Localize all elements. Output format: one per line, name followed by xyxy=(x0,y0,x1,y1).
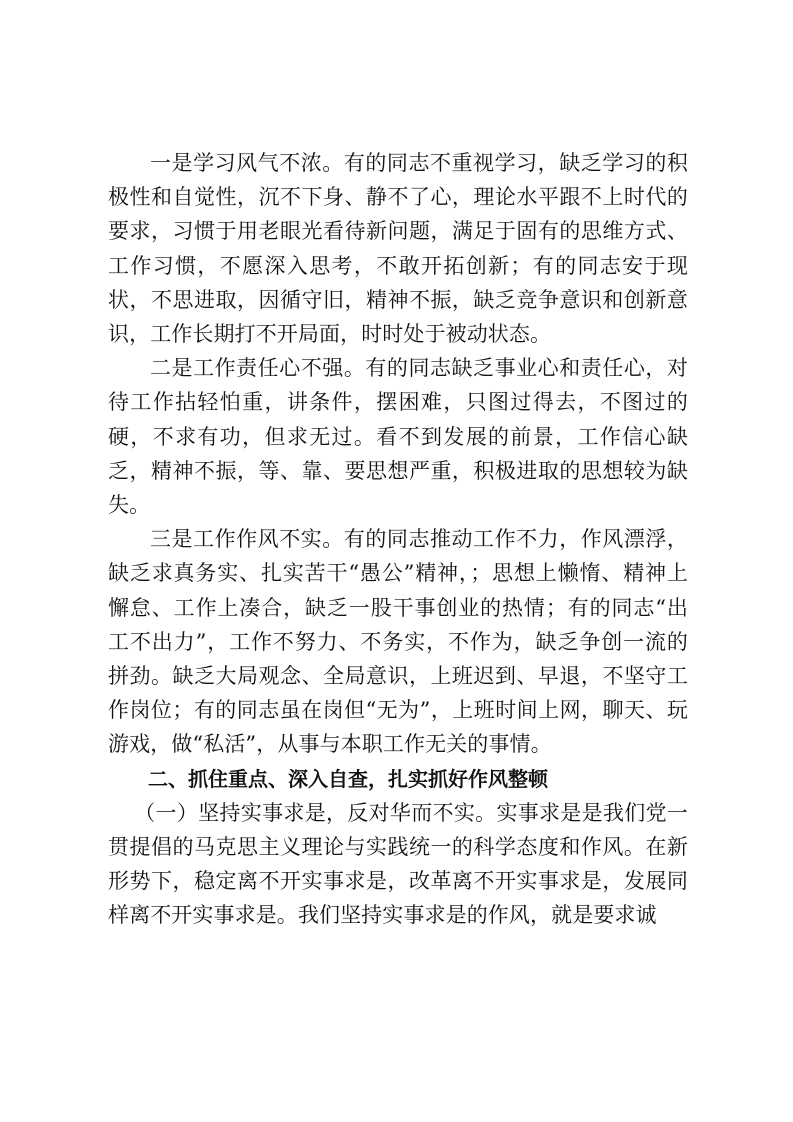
paragraph-work-style: 三是工作作风不实。有的同志推动工作不力，作风漂浮，缺乏求真务实、扎实苦干“愚公”精神，；思想上懒惰、精神上懈怠、工作上凑合，缺乏一股干事创业的热情；有的同志“出工不出力”，工作不努力、不务实，不作为，缺乏争创一流的拼劲。缺乏大局观念、全局意识，上班迟到、早退，不坚守工作岗位；有的同志虽在岗但“无为”，上班时间上网，聊天、玩游戏，做“私活”，从事与本职工作无关的事情。 xyxy=(108,527,688,757)
paragraph-seek-truth: （一）坚持实事求是，反对华而不实。实事求是是我们党一贯提倡的马克思主义理论与实践统一的科学态度和作风。在新形势下，稳定离不开实事求是，改革离不开实事求是，发展同样离不开实事求是。我们坚持实事求是的作风，就是要求诚 xyxy=(108,800,688,928)
paragraph-work-responsibility: 二是工作责任心不强。有的同志缺乏事业心和责任心，对待工作拈轻怕重，讲条件，摆困难，只图过得去，不图过的硬，不求有功，但求无过。看不到发展的前景，工作信心缺乏，精神不振，等、靠、要思想严重，积极进取的思想较为缺失。 xyxy=(108,356,688,518)
document-body xyxy=(108,146,688,933)
paragraph-study-atmosphere: 一是学习风气不浓。有的同志不重视学习，缺乏学习的积极性和自觉性，沉不下身、静不了心，理论水平跟不上时代的要求，习惯于用老眼光看待新问题，满足于固有的思维方式、工作习惯，不愿深入思考，不敢开拓创新；有的同志安于现状，不思进取，因循守旧，精神不振，缺乏竞争意识和创新意识，工作长期打不开局面，时时处于被动状态。 xyxy=(108,151,688,347)
section-heading: 二、抓住重点、深入自查，扎实抓好作风整顿 xyxy=(148,766,548,791)
